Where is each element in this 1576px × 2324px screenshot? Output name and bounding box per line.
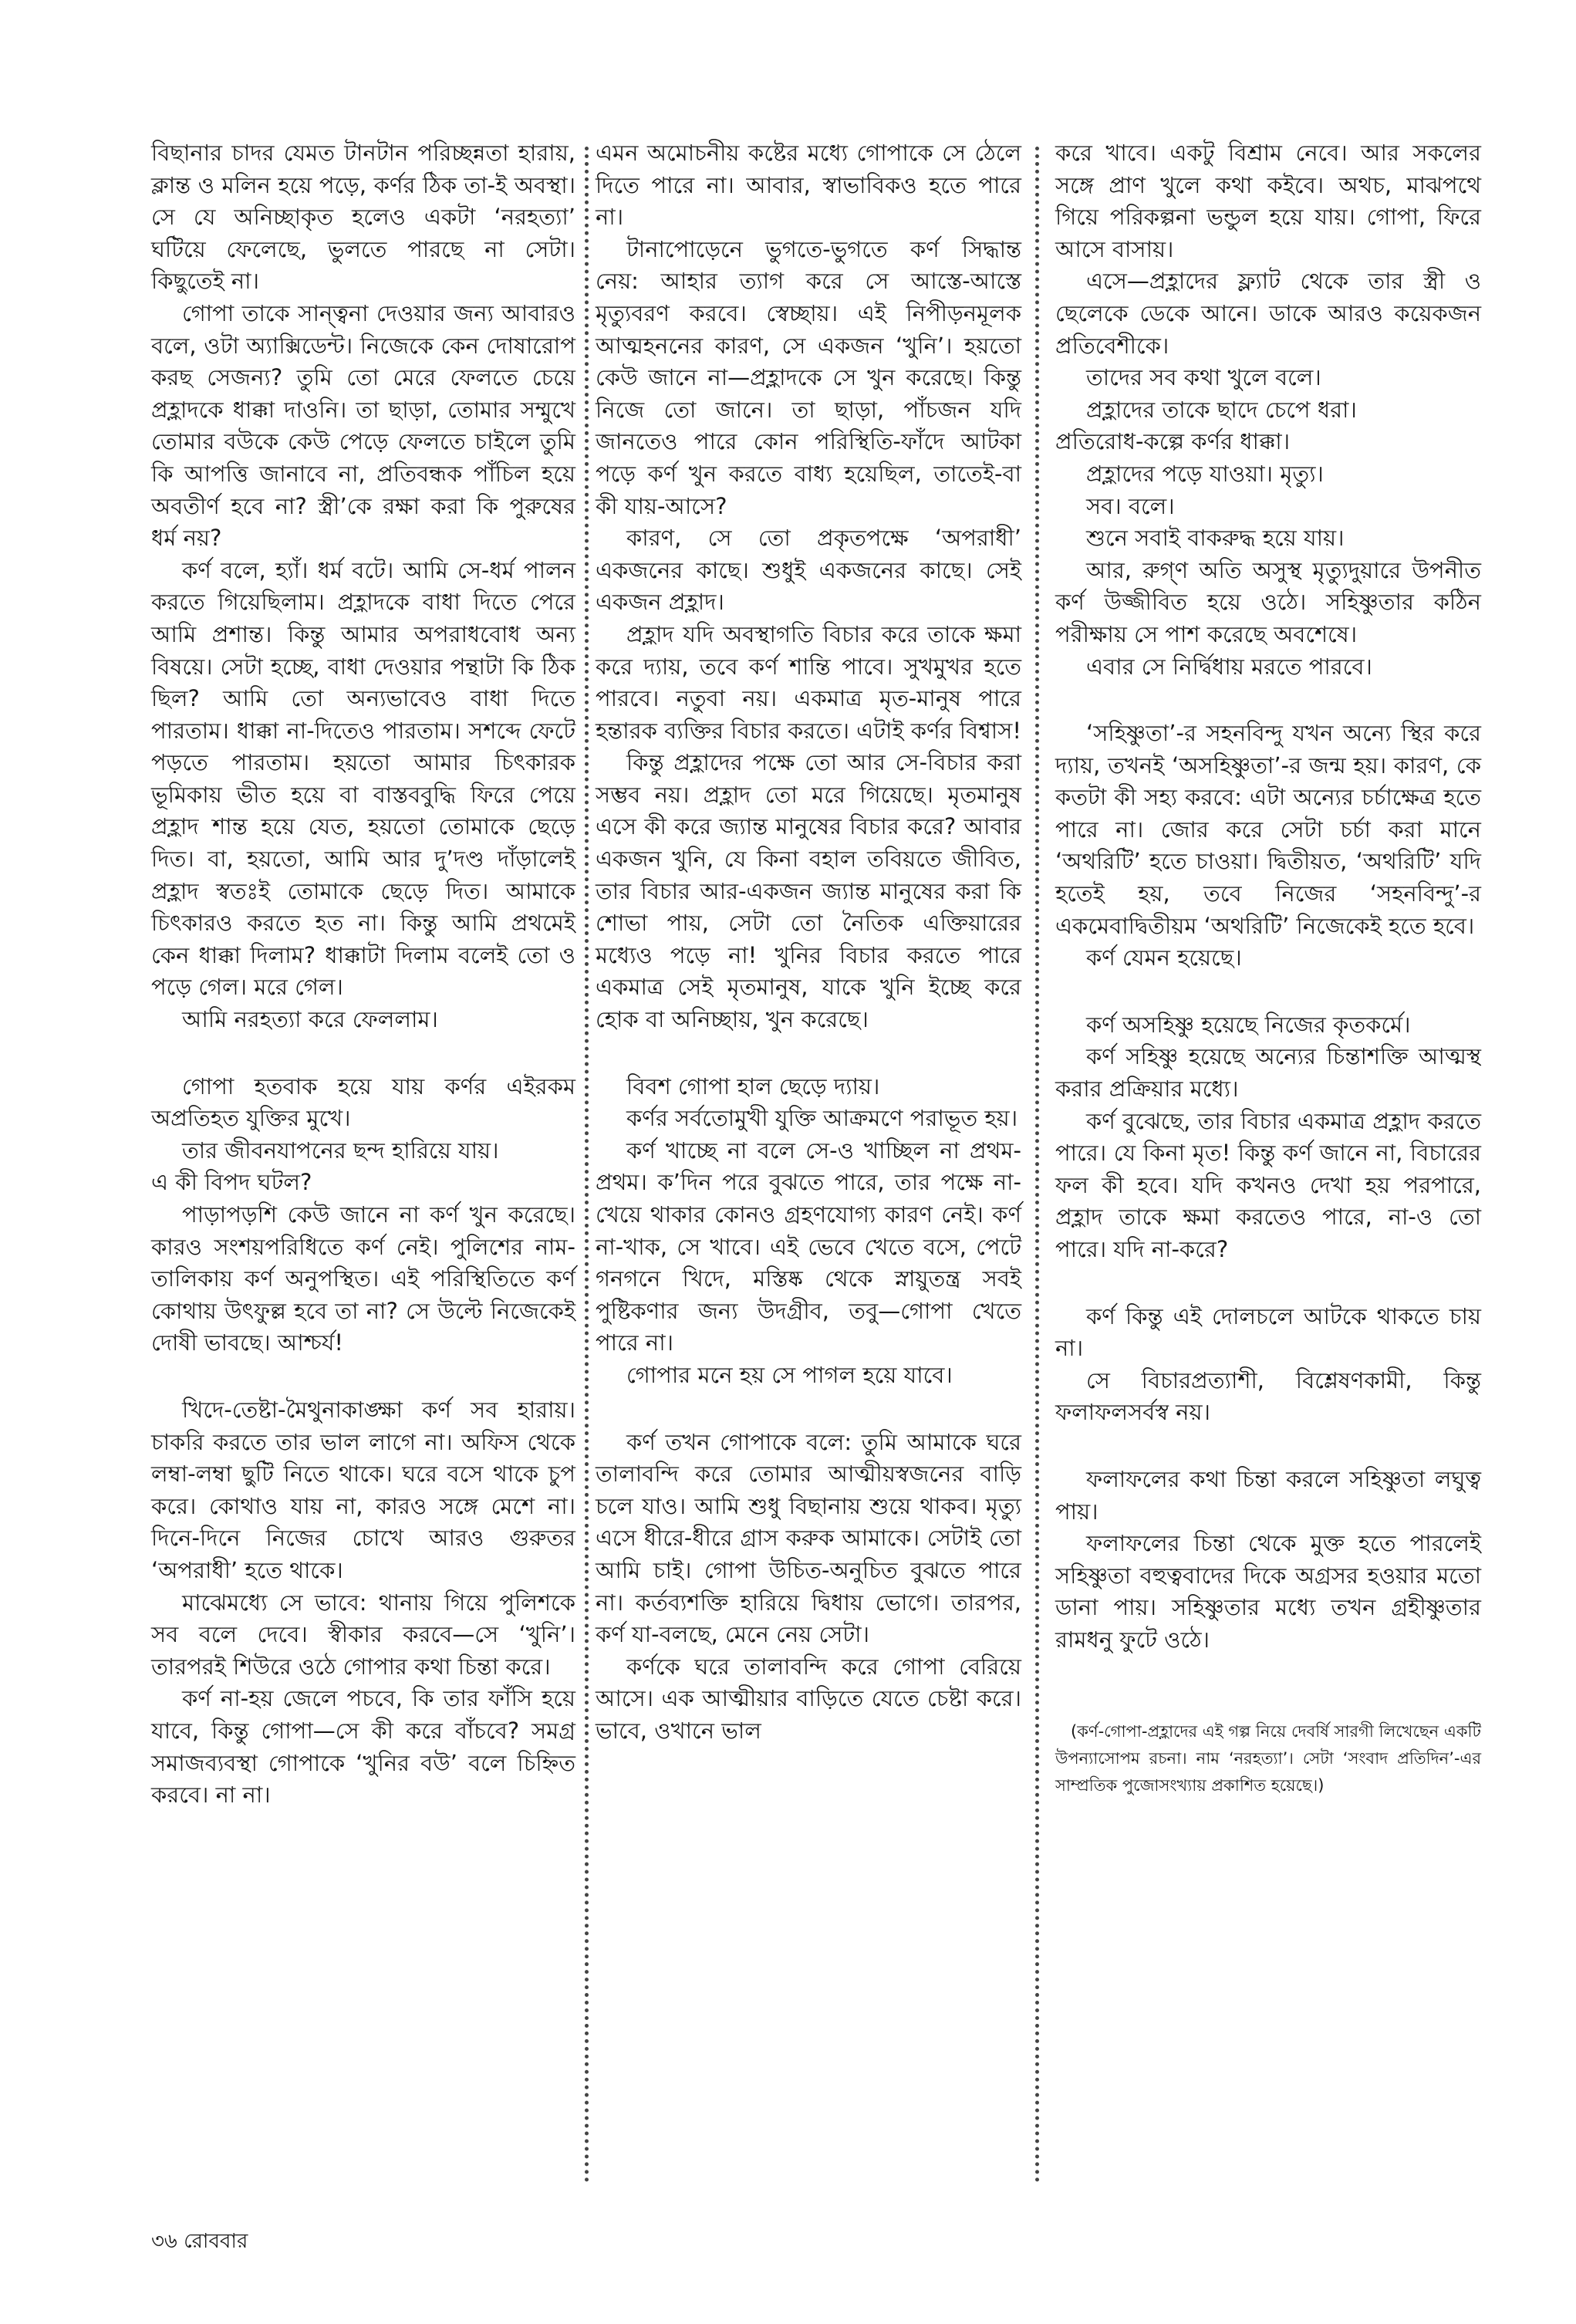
paragraph: এ কী বিপদ ঘটল?: [151, 1169, 312, 1196]
paragraph: কিন্তু প্রহ্লাদের পক্ষে তো আর সে-বিচার করা সম্ভব নয়। প্রহ্লাদ তো মরে গিয়েছে। মৃতমানুষ এসে কী করে জ্যান্ত মানুষের বিচার করে? আবার একজন খুনি, যে কিনা বহাল তবিয়তে জীবিত, তার বিচার আর-একজন জ্যান্ত মানুষের করা কি শোভা পায়, সেটা তো নৈতিক এক্তিয়ারের মধ্যেও পড়ে না! খুনির বিচার করতে পারে একমাত্র সেই মৃতমানুষ, যাকে খুনি ইচ্ছে করে হোক বা অনিচ্ছায়, খুন করেছে।: [596, 749, 1021, 1033]
paragraph: এমন অমোচনীয় কষ্টের মধ্যে গোপাকে সে ঠেলে দিতে পারে না। আবার, স্বাভাবিকও হতে পারে না।: [596, 140, 1021, 231]
paragraph: গোপার মনে হয় সে পাগল হয়ে যাবে।: [626, 1361, 953, 1388]
article-column-2: [596, 137, 1021, 1748]
paragraph: কর্ণ বলে, হ্যাঁ। ধর্ম বটে। আমি সে-ধর্ম পালন করতে গিয়েছিলাম। প্রহ্লাদকে বাধা দিতে পেরে আমি প্রশান্ত। কিন্তু আমার অপরাধবোধ অন্য বিষয়ে। সেটা হচ্ছে, বাধা দেওয়ার পন্থাটা কি ঠিক ছিল? আমি তো অন্যভাবেও বাধা দিতে পারতাম। ধাক্কা না-দিতেও পারতাম। সশব্দে ফেটে পড়তে পারতাম। হয়তো আমার চিৎকারক ভূমিকায় ভীত হয়ে বা বাস্তববুদ্ধি ফিরে পেয়ে প্রহ্লাদ শান্ত হয়ে যেত, হয়তো তোমাকে ছেড়ে দিত। বা, হয়তো, আমি আর দু’দণ্ড দাঁড়ালেই প্রহ্লাদ স্বতঃই তোমাকে ছেড়ে দিত। আমাকে চিৎকারও করতে হত না। কিন্তু আমি প্রথমেই কেন ধাক্কা দিলাম? ধাক্কাটা দিলাম বলেই তো ও পড়ে গেল। মরে গেল।: [151, 556, 575, 1001]
paragraph: ফলাফলের কথা চিন্তা করলে সহিষ্ণুতা লঘুত্ব পায়।: [1055, 1465, 1481, 1525]
paragraph: শুনে সবাই বাকরুদ্ধ হয়ে যায়।: [1086, 525, 1345, 552]
paragraph: কর্ণ অসহিষ্ণু হয়েছে নিজের কৃতকর্মে।: [1086, 1011, 1411, 1038]
paragraph: প্রহ্লাদের পড়ে যাওয়া। মৃত্যু।: [1086, 460, 1324, 487]
paragraph: কর্ণ সহিষ্ণু হয়েছে অন্যের চিন্তাশক্তি আত্মস্থ করার প্রক্রিয়ার মধ্যে।: [1055, 1043, 1481, 1103]
paragraph: পাড়াপড়শি কেউ জানে না কর্ণ খুন করেছে। কারও সংশয়পরিধিতে কর্ণ নেই। পুলিশের নাম-তালিকায় কর্ণ অনুপস্থিত। এই পরিস্থিতিতে কর্ণ কোথায় উৎফুল্ল হবে তা না? সে উল্টে নিজেকেই দোষী ভাবছে। আশ্চর্য!: [151, 1201, 575, 1356]
paragraph: টানাপোড়েনে ভুগতে-ভুগতে কর্ণ সিদ্ধান্ত নেয়: আহার ত্যাগ করে সে আস্তে-আস্তে মৃত্যুবরণ করবে। স্বেচ্ছায়। এই নিপীড়নমূলক আত্মহননের কারণ, সে একজন ‘খুনি’। হয়তো কেউ জানে না—প্রহ্লাদকে সে খুন করেছে। কিন্তু নিজে তো জানে। তা ছাড়া, পাঁচজন যদি জানতেও পারে কোন পরিস্থিতি-ফাঁদে আটকা পড়ে কর্ণ খুন করতে বাধ্য হয়েছিল, তাতেই-বা কী যায়-আসে?: [596, 235, 1021, 519]
paragraph: প্রহ্লাদের তাকে ছাদে চেপে ধরা।: [1086, 396, 1357, 423]
paragraph: ‘সহিষ্ণুতা’-র সহনবিন্দু যখন অন্যে স্থির করে দ্যায়, তখনই ‘অসহিষ্ণুতা’-র জন্ম হয়। কারণ, কে কতটা কী সহ্য করবে: এটা অন্যের চর্চাক্ষেত্র হতে পারে না। জোর করে সেটা চর্চা করা মানে ‘অথরিটি’ হতে চাওয়া। দ্বিতীয়ত, ‘অথরিটি’ যদি হতেই হয়, তবে নিজের ‘সহনবিন্দু’-র একমেবাদ্বিতীয়ম ‘অথরিটি’ নিজেকেই হতে হবে।: [1055, 720, 1481, 939]
paragraph: কর্ণকে ঘরে তালাবন্দি করে গোপা বেরিয়ে আসে। এক আত্মীয়ার বাড়িতে যেতে চেষ্টা করে। ভাবে, ওখানে ভাল: [596, 1653, 1021, 1744]
article-column-3: [1055, 137, 1481, 1799]
paragraph: প্রতিরোধ-কল্পে কর্ণর ধাক্কা।: [1055, 428, 1291, 455]
page-folio: ৩৬ রোববার: [151, 2230, 248, 2253]
paragraph: সে বিচারপ্রত্যাশী, বিশ্লেষণকামী, কিন্তু ফলাফলসর্বস্ব নয়।: [1055, 1366, 1481, 1426]
column-divider: [585, 147, 589, 2184]
paragraph: কর্ণ বুঝেছে, তার বিচার একমাত্র প্রহ্লাদ করতে পারে। যে কিনা মৃত! কিন্তু কর্ণ জানে না, বিচারের ফল কী হবে। যদি কখনও দেখা হয় পরপারে, প্রহ্লাদ তাকে ক্ষমা করতেও পারে, না-ও তো পারে। যদি না-করে?: [1055, 1107, 1481, 1262]
paragraph: কর্ণ খাচ্ছে না বলে সে-ও খাচ্ছিল না প্রথম-প্রথম। ক’দিন পরে বুঝতে পারে, তার পক্ষে না-খেয়ে থাকার কোনও গ্রহণযোগ্য কারণ নেই। কর্ণ না-খাক, সে খাবে। এই ভেবে খেতে বসে, পেটে গনগনে খিদে, মস্তিষ্ক থেকে স্নায়ুতন্ত্র সবই পুষ্টিকণার জন্য উদগ্রীব, তবু—গোপা খেতে পারে না।: [596, 1137, 1021, 1356]
paragraph: কর্ণর সর্বতোমুখী যুক্তি আক্রমণে পরাভূত হয়।: [626, 1105, 1018, 1132]
paragraph: করে খাবে। একটু বিশ্রাম নেবে। আর সকলের সঙ্গে প্রাণ খুলে কথা কইবে। অথচ, মাঝপথে গিয়ে পরিকল্পনা ভন্ডুল হয়ে যায়। গোপা, ফিরে আসে বাসায়।: [1055, 140, 1481, 262]
paragraph: তার জীবনযাপনের ছন্দ হারিয়ে যায়।: [182, 1137, 499, 1164]
paragraph: প্রহ্লাদ যদি অবস্থাগতি বিচার করে তাকে ক্ষমা করে দ্যায়, তবে কর্ণ শান্তি পাবে। সুখমুখর হতে পারবে। নতুবা নয়। একমাত্র মৃত-মানুষ পারে হন্তারক ব্যক্তির বিচার করতে। এটাই কর্ণর বিশ্বাস!: [596, 620, 1021, 744]
paragraph: আমি নরহত্যা করে ফেললাম।: [182, 1006, 438, 1033]
paragraph: গোপা তাকে সান্ত্বনা দেওয়ার জন্য আবারও বলে, ওটা অ্যাক্সিডেন্ট। নিজেকে কেন দোষারোপ করছ সেজন্য? তুমি তো মেরে ফেলতে চেয়ে প্রহ্লাদকে ধাক্কা দাওনি। তা ছাড়া, তোমার সম্মুখে তোমার বউকে কেউ পেড়ে ফেলতে চাইলে তুমি কি আপত্তি জানাবে না, প্রতিবন্ধক পাঁচিল হয়ে অবতীর্ণ হবে না? স্ত্রী’কে রক্ষা করা কি পুরুষের ধর্ম নয়?: [151, 299, 575, 552]
paragraph: কর্ণ তখন গোপাকে বলে: তুমি আমাকে ঘরে তালাবন্দি করে তোমার আত্মীয়স্বজনের বাড়ি চলে যাও। আমি শুধু বিছানায় শুয়ে থাকব। মৃত্যু এসে ধীরে-ধীরে গ্রাস করুক আমাকে। সেটাই তো আমি চাই। গোপা উচিত-অনুচিত বুঝতে পারে না। কর্তব্যশক্তি হারিয়ে দ্বিধায় ভোগে। তারপর, কর্ণ যা-বলছে, মেনে নেয় সেটা।: [596, 1428, 1021, 1648]
paragraph: কারণ, সে তো প্রকৃতপক্ষে ‘অপরাধী’ একজনের কাছে। শুধুই একজনের কাছে। সেই একজন প্রহ্লাদ।: [596, 525, 1021, 616]
paragraph: বিছানার চাদর যেমত টানটান পরিচ্ছন্নতা হারায়, ক্লান্ত ও মলিন হয়ে পড়ে, কর্ণর ঠিক তা-ই অবস্থা। সে যে অনিচ্ছাকৃত হলেও একটা ‘নরহত্যা’ ঘটিয়ে ফেলেছে, ভুলতে পারছে না সেটা। কিছুতেই না।: [151, 140, 575, 295]
article-column-1: [151, 137, 575, 1812]
paragraph: গোপা হতবাক হয়ে যায় কর্ণর এইরকম অপ্রতিহত যুক্তির মুখে।: [151, 1072, 575, 1132]
paragraph: মাঝেমধ্যে সে ভাবে: থানায় গিয়ে পুলিশকে সব বলে দেবে। স্বীকার করবে—সে ‘খুনি’। তারপরই শিউরে ওঠে গোপার কথা চিন্তা করে।: [151, 1589, 575, 1680]
paragraph: তাদের সব কথা খুলে বলে।: [1086, 364, 1321, 391]
author-note: (কর্ণ-গোপা-প্রহ্লাদের এই গল্প নিয়ে দেবর্ষি সারগী লিখেছেন একটি উপন্যাসোপম রচনা। নাম ‘নরহত্যা’। সেটা ‘সংবাদ প্রতিদিন’-এর সাম্প্রতিক পুজোসংখ্যায় প্রকাশিত হয়েছে।): [1055, 1721, 1481, 1795]
paragraph: বিবশ গোপা হাল ছেড়ে দ্যায়।: [626, 1072, 880, 1100]
paragraph: সব। বলে।: [1086, 492, 1175, 519]
paragraph: খিদে-তেষ্টা-মৈথুনাকাঙ্ক্ষা কর্ণ সব হারায়। চাকরি করতে তার ভাল লাগে না। অফিস থেকে লম্বা-লম্বা ছুটি নিতে থাকে। ঘরে বসে থাকে চুপ করে। কোথাও যায় না, কারও সঙ্গে মেশে না। দিনে-দিনে নিজের চোখে আরও গুরুতর ‘অপরাধী’ হতে থাকে।: [151, 1396, 575, 1583]
paragraph: কর্ণ যেমন হয়েছে।: [1086, 944, 1242, 971]
column-divider: [1035, 147, 1039, 2184]
paragraph: এবার সে নির্দ্বিধায় মরতে পারবে।: [1086, 653, 1372, 680]
paragraph: ফলাফলের চিন্তা থেকে মুক্ত হতে পারলেই সহিষ্ণুতা বহুত্ববাদের দিকে অগ্রসর হওয়ার মতো ডানা পায়। সহিষ্ণুতার মধ্যে তখন গ্রহীষ্ণুতার রামধনু ফুটে ওঠে।: [1055, 1530, 1481, 1653]
paragraph: কর্ণ না-হয় জেলে পচবে, কি তার ফাঁসি হয়ে যাবে, কিন্তু গোপা—সে কী করে বাঁচবে? সমগ্র সমাজব্যবস্থা গোপাকে ‘খুনির বউ’ বলে চিহ্নিত করবে। না না।: [151, 1685, 575, 1809]
paragraph: এসে—প্রহ্লাদের ফ্ল্যাট থেকে তার স্ত্রী ও ছেলেকে ডেকে আনে। ডাকে আরও কয়েকজন প্রতিবেশীকে।: [1055, 268, 1481, 359]
paragraph: কর্ণ কিন্তু এই দোলচলে আটকে থাকতে চায় না।: [1055, 1302, 1481, 1362]
paragraph: আর, রুগ্ণ অতি অসুস্থ মৃত্যুদুয়ারে উপনীত কর্ণ উজ্জীবিত হয়ে ওঠে। সহিষ্ণুতার কঠিন পরীক্ষায় সে পাশ করেছে অবশেষে।: [1055, 556, 1481, 647]
